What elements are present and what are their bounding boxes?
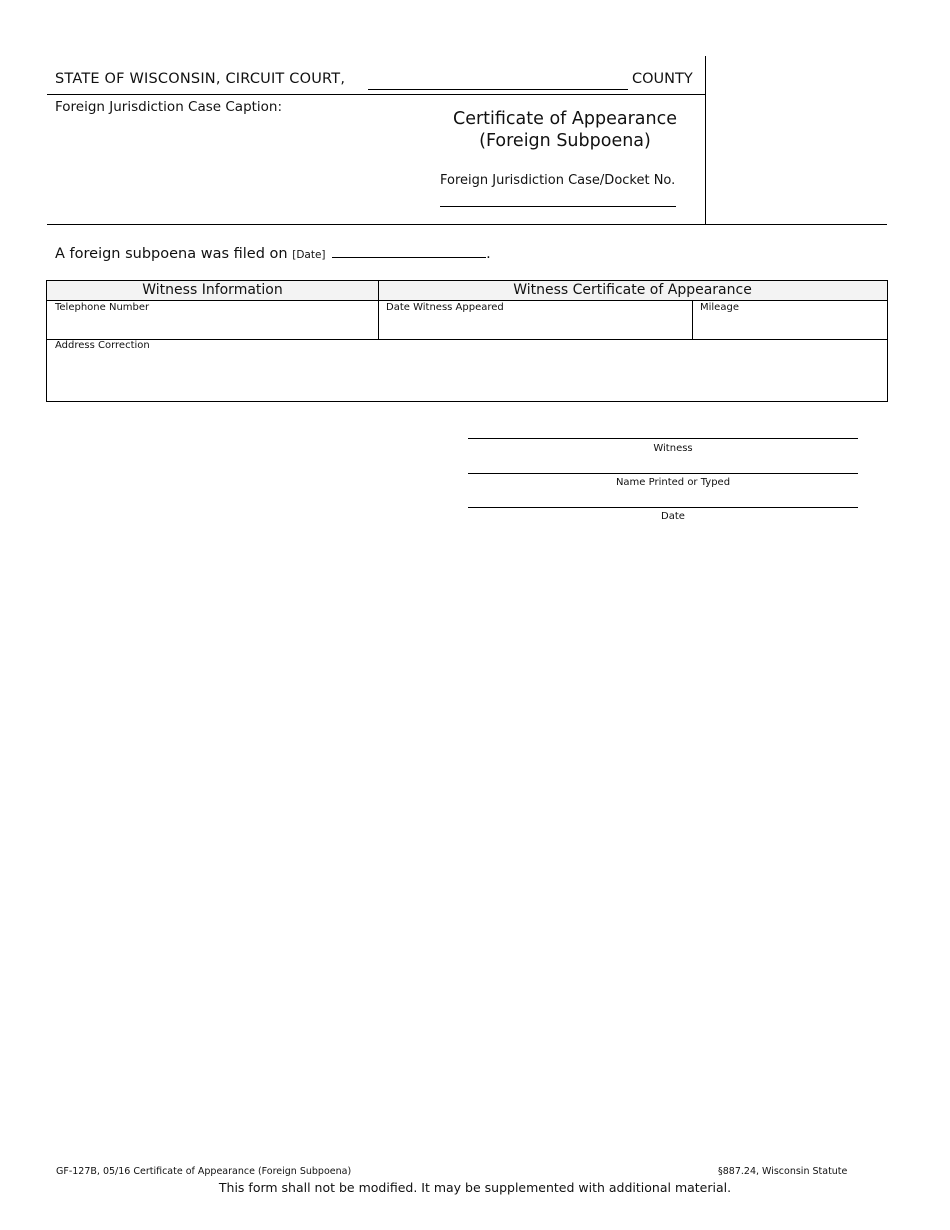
header-divider-vertical (705, 56, 706, 224)
form-title-line1: Certificate of Appearance (453, 109, 677, 129)
form-title-line2: (Foreign Subpoena) (479, 131, 651, 151)
telephone-number-label: Telephone Number (55, 302, 150, 313)
caption-divider (47, 94, 705, 95)
address-correction-field[interactable] (47, 340, 887, 401)
county-label: COUNTY (632, 71, 693, 87)
case-caption-label: Foreign Jurisdiction Case Caption: (55, 99, 283, 115)
witness-signature-line[interactable] (468, 438, 858, 439)
form-identifier: GF-127B, 05/16 Certificate of Appearance (Foreign Subpoena) (56, 1166, 352, 1177)
name-printed-label: Name Printed or Typed (615, 477, 731, 488)
mileage-label: Mileage (700, 302, 739, 313)
witness-signature-label: Witness (653, 443, 693, 454)
witness-information-header: Witness Information (47, 281, 378, 301)
docket-label: Foreign Jurisdiction Case/Docket No. (440, 173, 676, 188)
modification-notice: This form shall not be modified. It may be supplemented with additional material. (218, 1180, 732, 1195)
date-hint: [Date] (292, 249, 326, 261)
county-field[interactable] (368, 89, 628, 90)
filed-period: . (486, 246, 491, 262)
court-heading: STATE OF WISCONSIN, CIRCUIT COURT, (55, 71, 346, 87)
date-witness-appeared-field[interactable] (379, 301, 692, 339)
form-title (440, 108, 690, 152)
signature-date-label: Date (661, 511, 685, 522)
docket-field[interactable] (440, 206, 676, 207)
address-correction-label: Address Correction (55, 340, 150, 351)
certificate-of-appearance-header: Witness Certificate of Appearance (378, 281, 887, 301)
telephone-number-field[interactable] (47, 301, 378, 339)
signature-date-line[interactable] (468, 507, 858, 508)
witness-table (46, 280, 888, 402)
filed-date-field[interactable] (332, 243, 486, 258)
mileage-field[interactable] (693, 301, 887, 339)
statute-reference: §887.24, Wisconsin Statute (718, 1166, 848, 1177)
date-witness-appeared-label: Date Witness Appeared (386, 302, 504, 313)
header-divider (47, 224, 887, 225)
name-printed-line[interactable] (468, 473, 858, 474)
filed-text: A foreign subpoena was filed on (55, 246, 288, 262)
filed-statement (55, 243, 491, 262)
